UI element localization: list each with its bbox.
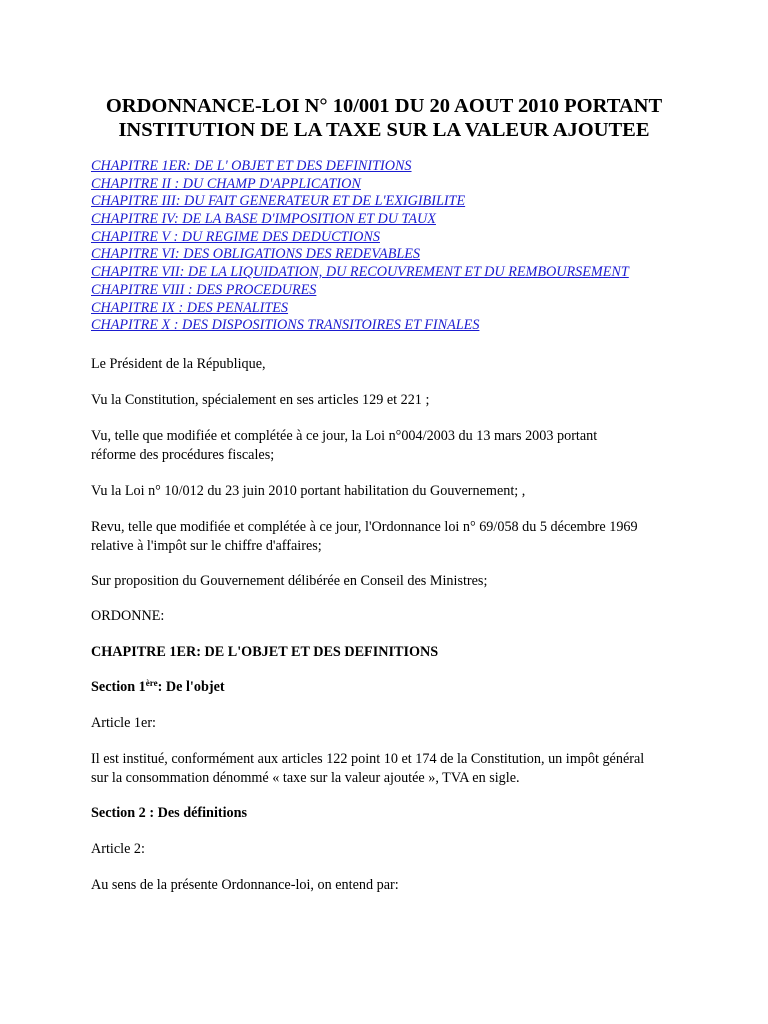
toc-item: [91, 300, 629, 318]
document-title: [60, 94, 708, 142]
revu-line-1: Revu, telle que modifiée et complétée à ce jour, l'Ordonnance loi n° 69/058 du 5 décembre 1969: [91, 519, 638, 535]
toc-link-chapitre-4[interactable]: CHAPITRE IV: DE LA BASE D'IMPOSITION ET DU TAUX: [91, 211, 436, 228]
toc-link-chapitre-6[interactable]: CHAPITRE VI: DES OBLIGATIONS DES REDEVABLES: [91, 246, 421, 263]
toc-item: [91, 158, 629, 176]
toc-link-chapitre-10[interactable]: CHAPITRE X : DES DISPOSITIONS TRANSITOIRES ET FINALES: [91, 317, 480, 334]
toc-item: [91, 264, 629, 282]
article-1-line-1: Il est institué, conformément aux articles 122 point 10 et 174 de la Constitution, un impôt général: [91, 751, 645, 767]
revu-line-2: relative à l'impôt sur le chiffre d'affaires;: [91, 538, 322, 554]
title-line-1: ORDONNANCE-LOI N° 10/001 DU 20 AOUT 2010 PORTANT: [105, 95, 663, 117]
vu-loi-2003-line-1: Vu, telle que modifiée et complétée à ce jour, la Loi n°004/2003 du 13 mars 2003 portant: [91, 428, 598, 444]
toc-item: [91, 211, 629, 229]
chapter-1-heading: CHAPITRE 1ER: DE L'OBJET ET DES DEFINITIONS: [91, 644, 439, 660]
toc-item: [91, 193, 629, 211]
toc-link-chapitre-9[interactable]: CHAPITRE IX : DES PENALITES: [91, 299, 289, 316]
article-1-line-2: sur la consommation dénommé « taxe sur la valeur ajoutée », TVA en sigle.: [91, 770, 520, 786]
vu-loi-2010: Vu la Loi n° 10/012 du 23 juin 2010 portant habilitation du Gouvernement; ,: [91, 483, 526, 499]
article-2-text: Au sens de la présente Ordonnance-loi, on entend par:: [91, 877, 399, 893]
section-1-suffix: : De l'objet: [157, 679, 225, 695]
vu-loi-2003-line-2: réforme des procédures fiscales;: [91, 447, 275, 463]
toc-link-chapitre-3[interactable]: CHAPITRE III: DU FAIT GENERATEUR ET DE L'EXIGIBILITE: [91, 193, 466, 210]
toc-link-chapitre-7[interactable]: CHAPITRE VII: DE LA LIQUIDATION, DU RECOUVREMENT ET DU REMBOURSEMENT: [91, 264, 629, 281]
vu-constitution: Vu la Constitution, spécialement en ses articles 129 et 221 ;: [91, 392, 430, 408]
president-line: Le Président de la République,: [91, 356, 266, 372]
title-line-2: INSTITUTION DE LA TAXE SUR LA VALEUR AJOUTEE: [118, 119, 650, 141]
article-1-label: Article 1er:: [91, 715, 156, 731]
section-1-prefix: Section 1: [91, 679, 146, 695]
toc-link-chapitre-1[interactable]: CHAPITRE 1ER: DE L' OBJET ET DES DEFINITIONS: [91, 158, 412, 174]
toc-item: [91, 229, 629, 247]
proposition-line: Sur proposition du Gouvernement délibérée en Conseil des Ministres;: [91, 573, 488, 589]
toc-link-chapitre-2[interactable]: CHAPITRE II : DU CHAMP D'APPLICATION: [91, 175, 361, 192]
toc-item: [91, 282, 629, 300]
toc-link-chapitre-8[interactable]: CHAPITRE VIII : DES PROCEDURES: [91, 281, 317, 298]
toc-item: [91, 246, 629, 264]
section-1-superscript: ère: [145, 678, 158, 688]
toc-item: [91, 176, 629, 194]
ordonne-line: ORDONNE:: [91, 608, 165, 624]
toc-item: [91, 317, 629, 335]
toc-link-chapitre-5[interactable]: CHAPITRE V : DU REGIME DES DEDUCTIONS: [91, 228, 380, 245]
article-2-label: Article 2:: [91, 841, 145, 857]
section-2-heading: Section 2 : Des définitions: [91, 805, 248, 821]
table-of-contents: [91, 158, 629, 335]
section-1-heading: [91, 678, 225, 697]
